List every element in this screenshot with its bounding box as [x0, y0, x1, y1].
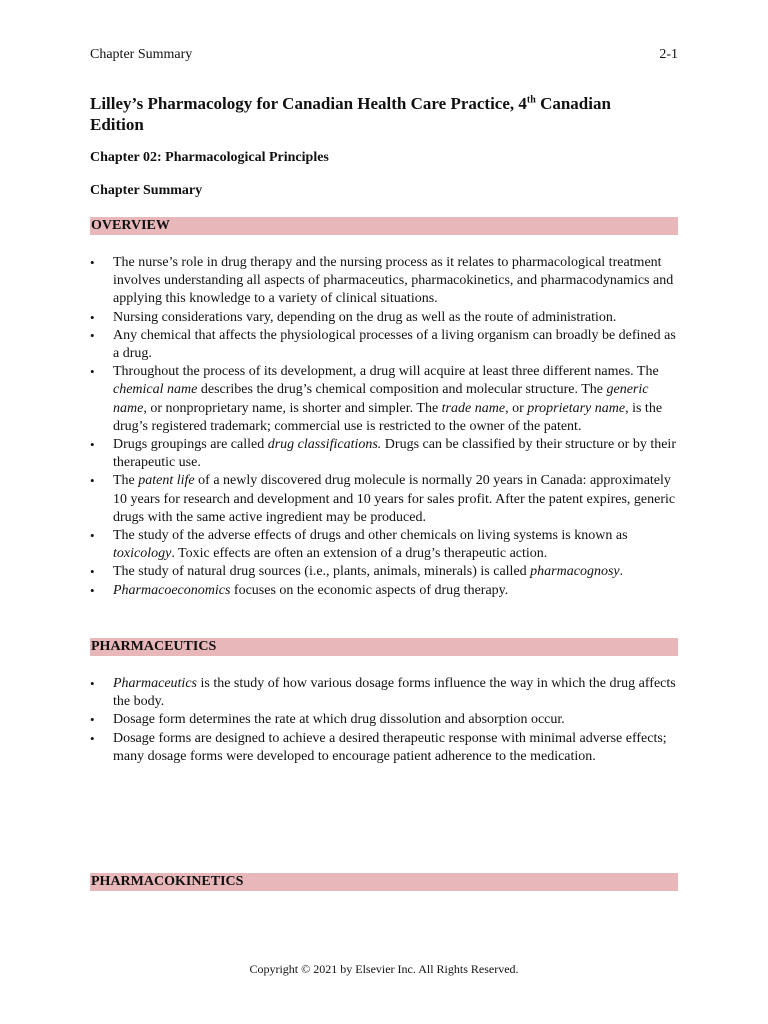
list-item-text: . Toxic effects are often an extension of a drug’s therapeutic action.: [171, 546, 548, 562]
list-item-text: Throughout the process of its development, a drug will acquire at least three different names. The: [113, 364, 659, 380]
italic-term: toxicology: [113, 546, 172, 562]
bullet-marker: •: [90, 730, 95, 746]
chapter-summary-label: Chapter Summary: [90, 183, 203, 198]
list-item-text: Dosage form determines the rate at which drug dissolution and absorption occur.: [113, 712, 565, 728]
italic-term: trade name: [441, 400, 506, 416]
list-item: [90, 436, 678, 472]
italic-term: chemical name: [113, 382, 198, 398]
list-item: [90, 472, 678, 527]
list-item: [90, 730, 678, 766]
list-item-text: Drugs can be classified by their structure or by their therapeutic use.: [113, 437, 676, 471]
book-title-superscript: th: [526, 94, 536, 106]
section-heading-pharmacokinetics: PHARMACOKINETICS: [90, 873, 678, 891]
page-number: 2-1: [659, 47, 678, 62]
list-item: [90, 563, 678, 581]
list-item-text: Dosage forms are designed to achieve a desired therapeutic response with minimal adverse effects; many dosage forms were developed to encourage patient adherence to the medication.: [113, 730, 667, 764]
list-item-text: The study of the adverse effects of drugs and other chemicals on living systems is known as: [113, 528, 628, 544]
italic-term: Pharmacoeconomics: [113, 582, 231, 598]
bullet-marker: •: [90, 437, 95, 453]
copyright-footer: Copyright © 2021 by Elsevier Inc. All Rights Reserved.: [249, 962, 519, 976]
overview-list: [90, 254, 678, 600]
bullet-marker: •: [90, 327, 95, 343]
chapter-title: Chapter 02: Pharmacological Principles: [90, 150, 329, 165]
italic-term: Pharmaceutics: [113, 676, 197, 691]
list-item-text: The study of natural drug sources (i.e., plants, animals, minerals) is called: [113, 564, 531, 580]
running-header: [90, 47, 678, 63]
list-item-text: , or nonproprietary name, is shorter and simpler. The: [143, 400, 442, 416]
bullet-marker: •: [90, 528, 95, 544]
list-item-text: , is the drug’s registered trademark; commercial use is restricted to the owner of the patent.: [113, 400, 663, 434]
bullet-marker: •: [90, 364, 95, 380]
list-item-text: Drugs groupings are called: [113, 437, 268, 453]
bullet-marker: •: [90, 582, 95, 598]
book-title-main: Lilley’s Pharmacology for Canadian Health Care Practice, 4: [90, 94, 527, 113]
list-item: [90, 327, 678, 363]
book-title: [90, 93, 660, 135]
italic-term: proprietary name: [527, 400, 626, 416]
bullet-marker: •: [90, 712, 95, 728]
list-item-text: is the study of how various dosage forms influence the way in which the drug affects the body.: [113, 676, 676, 710]
list-item-text: focuses on the economic aspects of drug therapy.: [230, 582, 509, 598]
list-item-text: , or: [505, 400, 528, 416]
list-item-text: .: [619, 564, 624, 580]
italic-term: patent life: [138, 473, 195, 489]
list-item-text: describes the drug’s chemical composition and molecular structure. The: [197, 382, 607, 398]
list-item: [90, 309, 678, 327]
bullet-marker: •: [90, 473, 95, 489]
bullet-marker: •: [90, 676, 95, 691]
list-item-text: Any chemical that affects the physiological processes of a living organism can broadly be defined as a drug.: [113, 327, 676, 362]
list-item-text: Nursing considerations vary, depending on the drug as well as the route of administration.: [113, 309, 617, 325]
italic-term: pharmacognosy: [530, 564, 620, 580]
section-heading-pharmaceutics: PHARMACEUTICS: [90, 638, 678, 656]
list-item: [90, 711, 678, 729]
list-item: [90, 363, 678, 436]
book-title-rest: Canadian Edition: [90, 94, 611, 134]
bullet-marker: •: [90, 255, 95, 270]
pharmaceutics-list: [90, 675, 678, 766]
list-item: [90, 527, 678, 563]
list-item: [90, 675, 678, 711]
bullet-marker: •: [90, 309, 95, 325]
list-item: [90, 582, 678, 600]
list-item-text: of a newly discovered drug molecule is normally 20 years in Canada: approximately 10 years for research and development and 10 years for sales profit. After the patent expires, generic drugs with the same active ingredient may be produced.: [113, 473, 676, 525]
list-item: [90, 254, 678, 309]
header-left: Chapter Summary: [90, 47, 193, 62]
section-heading-overview: OVERVIEW: [90, 217, 678, 235]
list-item-text: The: [113, 473, 139, 489]
italic-term: drug classifications.: [267, 437, 382, 453]
list-item-text: The nurse’s role in drug therapy and the nursing process as it relates to pharmacological treatment involves understanding all aspects of pharmaceutics, pharmacokinetics, and pharmacodynamics and applying this knowledge to a variety of clinical situations.: [113, 255, 674, 307]
italic-term: generic name: [113, 382, 649, 416]
bullet-marker: •: [90, 564, 95, 580]
